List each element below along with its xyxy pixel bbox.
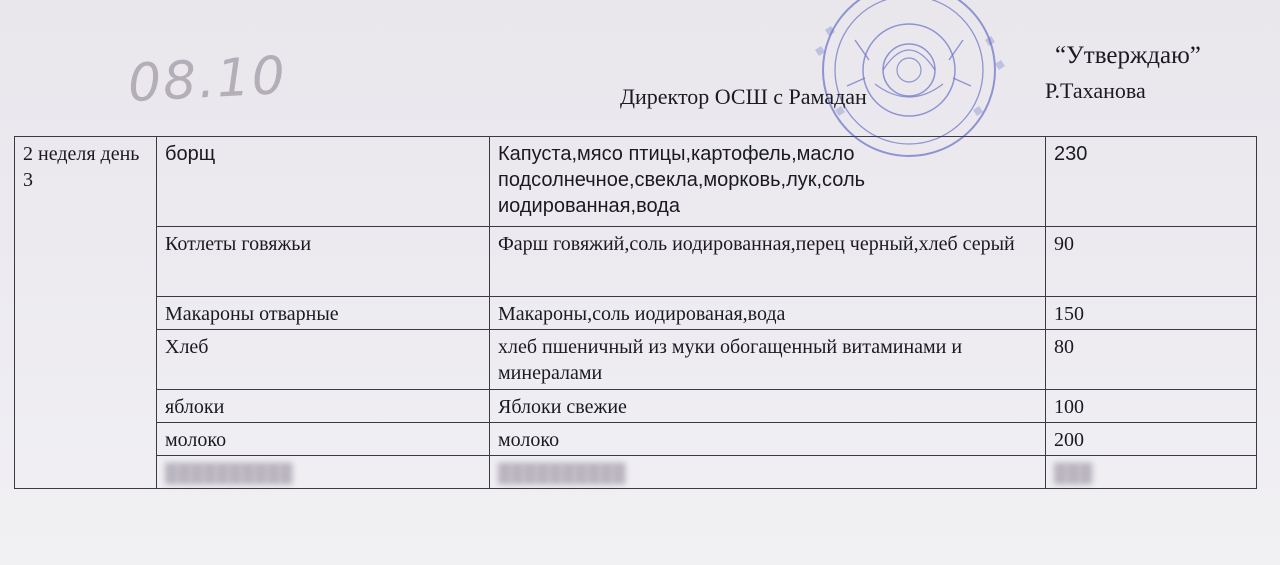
table-row — [15, 227, 1257, 297]
signer-name: Р.Таханова — [1045, 78, 1146, 103]
dish-name: Макароны отварные — [157, 297, 490, 330]
ingredients: молоко — [490, 423, 1046, 456]
dish-name: борщ — [157, 137, 490, 227]
redacted-cell: ██████████ — [157, 456, 490, 489]
table-row — [15, 297, 1257, 330]
ingredients: Капуста,мясо птицы,картофель,масло подсолнечное,свекла,морковь,лук,соль иодированная,вода — [490, 137, 1046, 227]
weight: 100 — [1046, 390, 1257, 423]
redacted-cell: ██████████ — [490, 456, 1046, 489]
ingredients: Макароны,соль иодированая,вода — [490, 297, 1046, 330]
table-row — [15, 390, 1257, 423]
director-title: Директор ОСШ с Рамадан — [620, 84, 867, 109]
handwritten-date: 08.10 — [126, 45, 289, 115]
approval-heading: “Утверждаю” — [1055, 42, 1201, 69]
dish-name: яблоки — [157, 390, 490, 423]
table-row — [15, 330, 1257, 390]
table-row — [15, 137, 1257, 227]
weight: 230 — [1046, 137, 1257, 227]
day-label: 2 неделя день 3 — [15, 137, 157, 489]
weight: 80 — [1046, 330, 1257, 390]
redacted-cell: ███ — [1046, 456, 1257, 489]
dish-name: молоко — [157, 423, 490, 456]
weight: 150 — [1046, 297, 1257, 330]
weight: 200 — [1046, 423, 1257, 456]
dish-name: Хлеб — [157, 330, 490, 390]
ingredients: Яблоки свежие — [490, 390, 1046, 423]
weight: 90 — [1046, 227, 1257, 297]
ingredients: хлеб пшеничный из муки обогащенный витаминами и минералами — [490, 330, 1046, 390]
table-row-redacted — [15, 456, 1257, 489]
ingredients: Фарш говяжий,соль иодированная,перец черный,хлеб серый — [490, 227, 1046, 297]
table-row — [15, 423, 1257, 456]
dish-name: Котлеты говяжьи — [157, 227, 490, 297]
menu-table — [14, 136, 1257, 489]
